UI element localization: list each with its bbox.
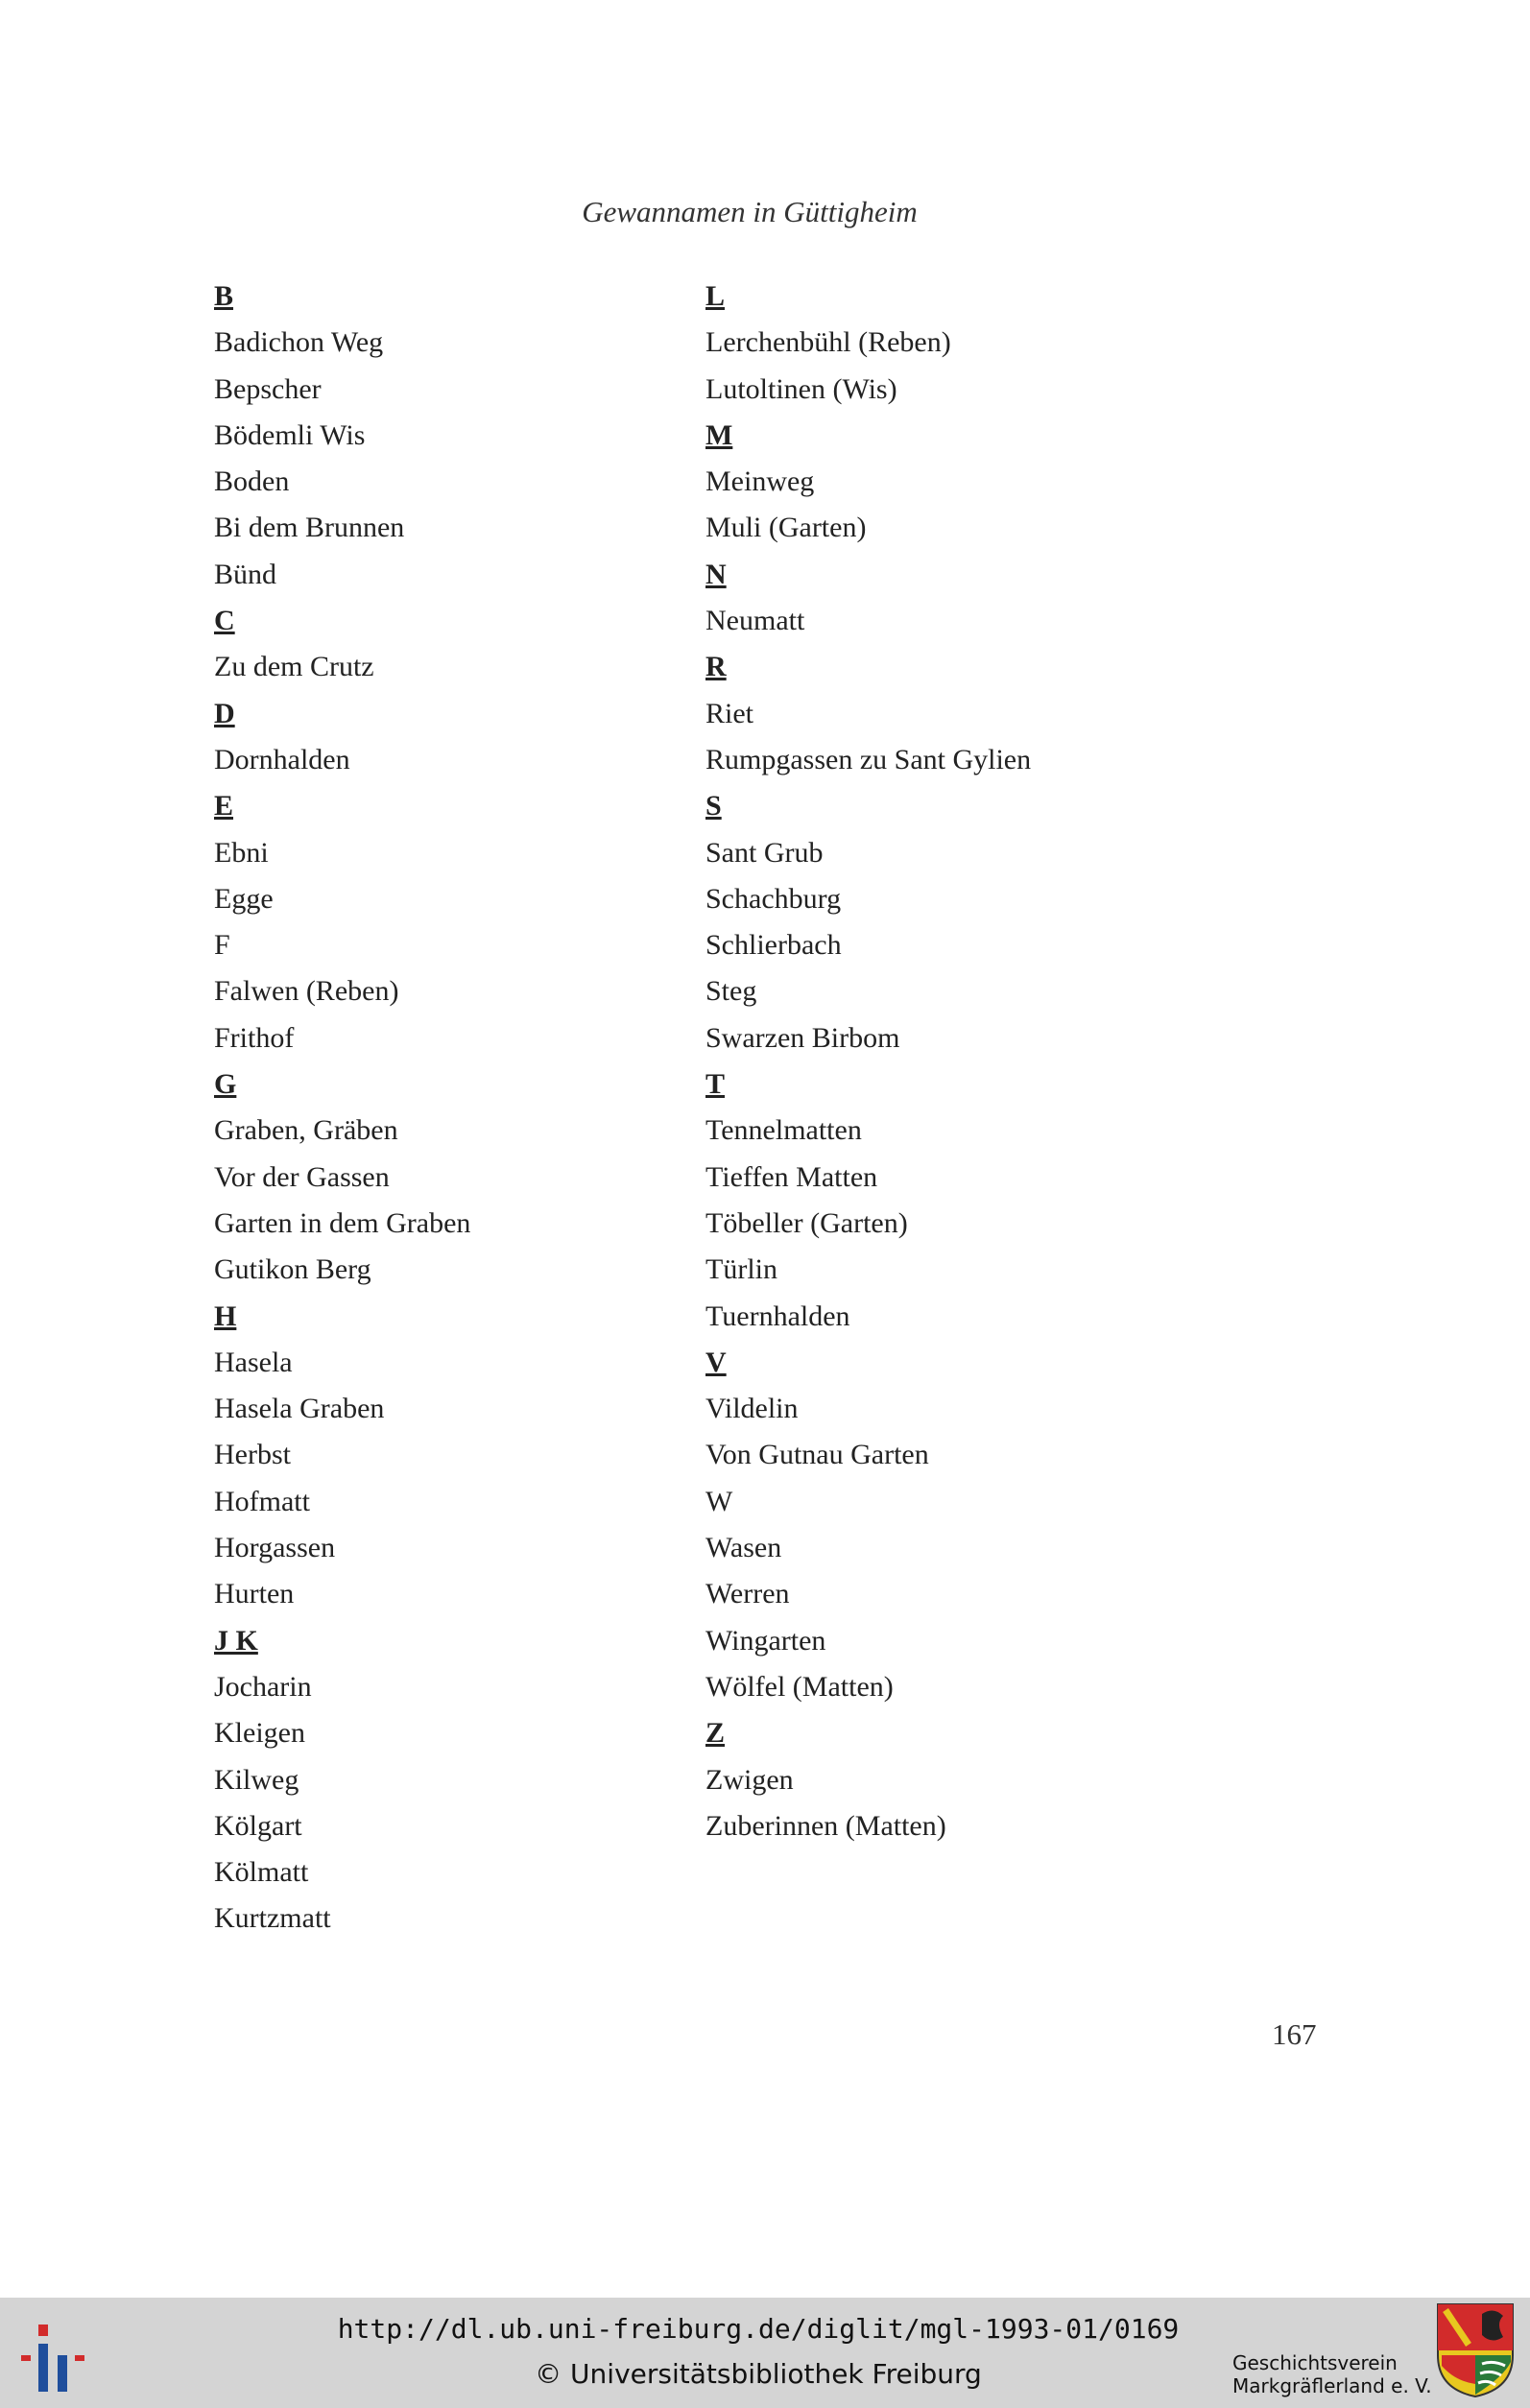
section-letter: Z: [705, 1717, 726, 1750]
field-name-entry: Zu dem Crutz: [214, 651, 374, 683]
copyright-notice: © Universitätsbibliothek Freiburg: [535, 2358, 982, 2390]
field-name-entry: Bödemli Wis: [214, 418, 366, 451]
field-name-entry: Lutoltinen (Wis): [705, 372, 897, 405]
field-name-entry: Lerchenbühl (Reben): [705, 326, 951, 359]
field-name-entry: F: [214, 929, 230, 962]
section-letter: L: [705, 280, 726, 312]
field-name-entry: Bi dem Brunnen: [214, 512, 405, 544]
field-name-entry: Türlin: [705, 1253, 777, 1286]
field-name-entry: Rumpgassen zu Sant Gylien: [705, 743, 1032, 775]
field-name-entry: Hasela: [214, 1346, 293, 1378]
running-title: Gewannamen in Güttigheim: [582, 195, 918, 228]
section-letter: J K: [214, 1624, 258, 1657]
field-name-entry: Zwigen: [705, 1763, 794, 1796]
field-name-entry: Riet: [705, 697, 753, 729]
society-name-line2: Markgräflerland e. V.: [1232, 2374, 1432, 2397]
section-letter: V: [705, 1346, 727, 1378]
field-name-entry: Wasen: [705, 1532, 782, 1564]
field-name-entry: Kurtzmatt: [214, 1902, 331, 1935]
page-number: 167: [1272, 2017, 1317, 2051]
field-name-entry: Wölfel (Matten): [705, 1670, 894, 1703]
field-name-entry: Garten in dem Graben: [214, 1206, 471, 1239]
section-letter: E: [214, 790, 234, 823]
footer-bar: [0, 2298, 1530, 2408]
document-url-link[interactable]: http://dl.ub.uni-freiburg.de/diglit/mgl-1993-01/0169: [337, 2313, 1180, 2345]
field-name-entry: Tuernhalden: [705, 1299, 850, 1332]
right-column: [705, 274, 1031, 1849]
field-name-entry: Meinweg: [705, 465, 815, 498]
field-name-entry: Horgassen: [214, 1532, 336, 1564]
field-name-entry: Von Gutnau Garten: [705, 1439, 929, 1471]
field-name-entry: Werren: [705, 1578, 790, 1610]
field-name-entry: Hofmatt: [214, 1485, 310, 1517]
left-column: [214, 274, 470, 1943]
field-name-entry: Schachburg: [705, 882, 842, 915]
field-name-entry: Kölmatt: [214, 1856, 309, 1889]
field-name-entry: Hasela Graben: [214, 1393, 385, 1425]
section-letter: D: [214, 697, 235, 729]
field-name-entry: Frithof: [214, 1021, 295, 1054]
field-name-entry: Egge: [214, 882, 274, 915]
field-name-entry: Falwen (Reben): [214, 975, 399, 1008]
field-name-entry: Zuberinnen (Matten): [705, 1809, 946, 1842]
field-name-entry: Boden: [214, 465, 290, 498]
field-name-entry: Neumatt: [705, 605, 805, 637]
field-name-entry: Schlierbach: [705, 929, 842, 962]
section-letter: R: [705, 651, 727, 683]
field-name-entry: Ebni: [214, 836, 269, 869]
field-name-entry: Herbst: [214, 1439, 291, 1471]
field-name-entry: Töbeller (Garten): [705, 1206, 908, 1239]
society-name: [1232, 2351, 1434, 2397]
field-name-entry: W: [705, 1485, 733, 1517]
field-name-entry: Wingarten: [705, 1624, 826, 1657]
field-name-entry: Kilweg: [214, 1763, 299, 1796]
field-name-entry: Dornhalden: [214, 743, 350, 775]
field-name-entry: Steg: [705, 975, 757, 1008]
field-name-entry: Vildelin: [705, 1393, 799, 1425]
field-name-entry: Tennelmatten: [705, 1114, 862, 1147]
section-letter: S: [705, 790, 722, 823]
field-name-entry: Badichon Weg: [214, 326, 384, 359]
section-letter: T: [705, 1068, 726, 1101]
field-name-entry: Kleigen: [214, 1717, 305, 1750]
field-name-entry: Jocharin: [214, 1670, 312, 1703]
field-name-entry: Graben, Gräben: [214, 1114, 398, 1147]
field-name-entry: Bünd: [214, 558, 277, 590]
field-name-entry: Bepscher: [214, 372, 322, 405]
field-name-entry: Sant Grub: [705, 836, 824, 869]
section-letter: H: [214, 1299, 237, 1332]
field-name-entry: Tieffen Matten: [705, 1160, 878, 1193]
field-name-entry: Swarzen Birbom: [705, 1021, 900, 1054]
section-letter: G: [214, 1068, 237, 1101]
field-name-entry: Kölgart: [214, 1809, 302, 1842]
ub-freiburg-logo-icon: [19, 2317, 96, 2394]
section-letter: C: [214, 605, 235, 637]
section-letter: B: [214, 280, 234, 312]
section-letter: M: [705, 418, 733, 451]
section-letter: N: [705, 558, 727, 590]
field-name-entry: Vor der Gassen: [214, 1160, 390, 1193]
field-name-entry: Muli (Garten): [705, 512, 867, 544]
society-name-line1: Geschichtsverein: [1232, 2351, 1398, 2374]
field-name-entry: Hurten: [214, 1578, 295, 1610]
field-name-entry: Gutikon Berg: [214, 1253, 371, 1286]
coat-of-arms-icon: [1436, 2302, 1515, 2398]
